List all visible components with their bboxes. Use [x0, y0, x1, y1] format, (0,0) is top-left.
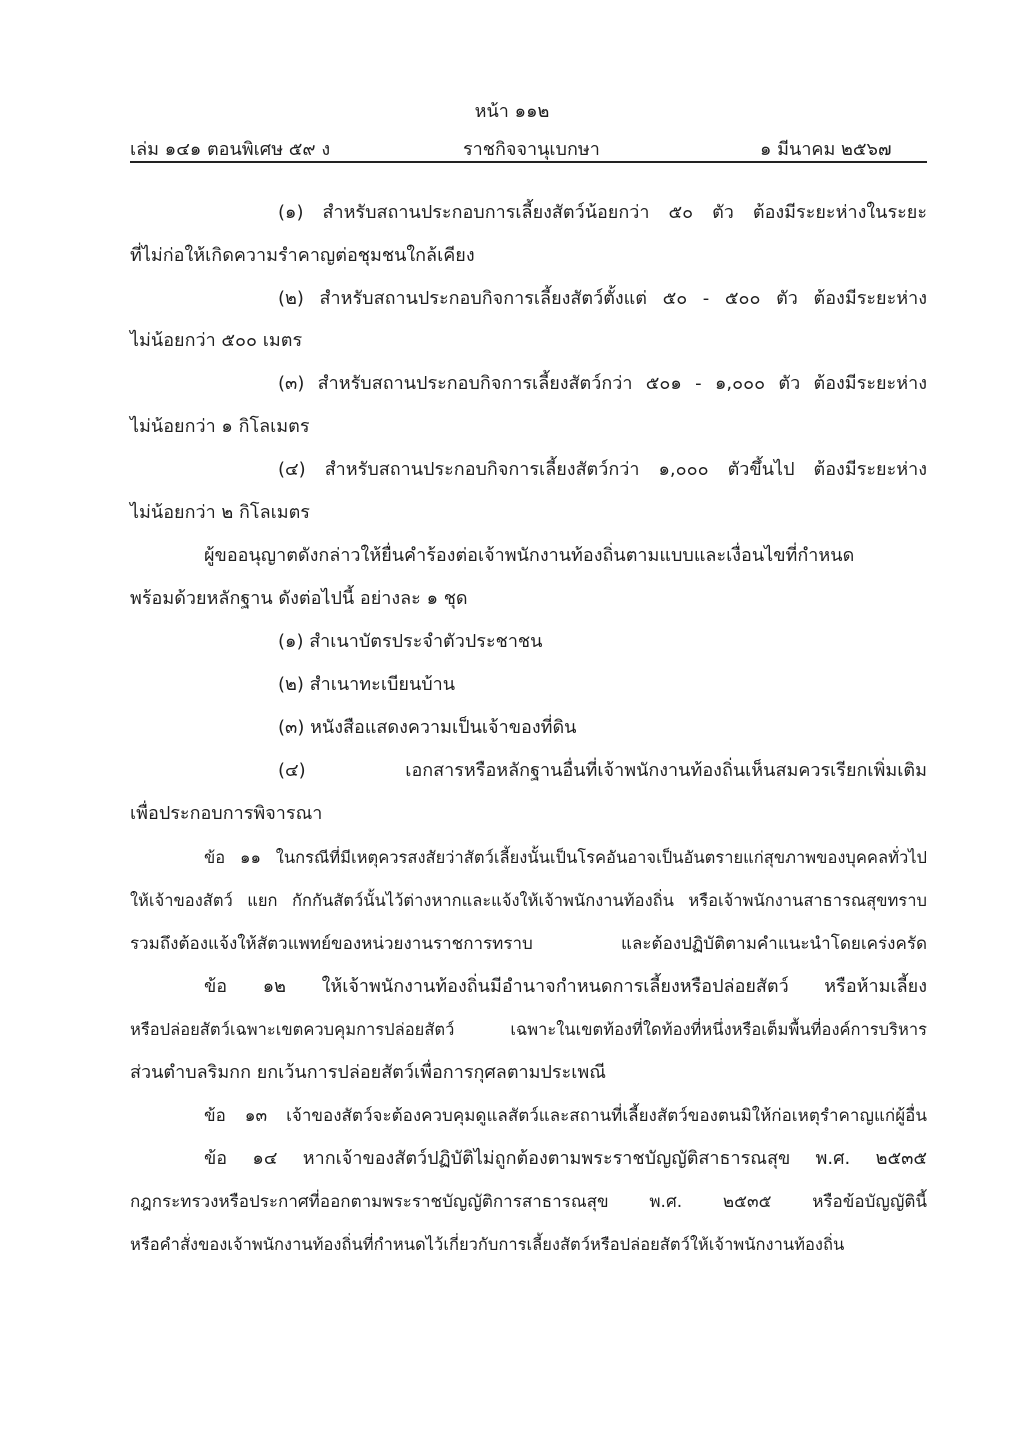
text-line: ไม่น้อยกว่า ๒ กิโลเมตร: [130, 502, 310, 523]
text-line: (๑) สำหรับสถานประกอบการเลี้ยงสัตว์น้อยกว่า ๕๐ ตัว ต้องมีระยะห่างในระยะ: [278, 202, 927, 223]
header-rule: [130, 161, 927, 163]
text-line: หรือคำสั่งของเจ้าพนักงานท้องถิ่นที่กำหนดไว้เกี่ยวกับการเลี้ยงสัตว์หรือปล่อยสัตว์ให้เจ้าพนักงานท้องถิ่น: [130, 1235, 845, 1254]
text-line: ผู้ขออนุญาตดังกล่าวให้ยื่นคำร้องต่อเจ้าพนักงานท้องถิ่นตามแบบและเงื่อนไขที่กำหนด: [204, 545, 855, 566]
text-line: (๓) สำหรับสถานประกอบกิจการเลี้ยงสัตว์กว่า ๕๐๑ - ๑,๐๐๐ ตัว ต้องมีระยะห่าง: [278, 373, 927, 394]
issue-date: ๑ มีนาคม ๒๕๖๗: [760, 139, 892, 160]
text-line: ข้อ ๑๒ ให้เจ้าพนักงานท้องถิ่นมีอำนาจกำหนดการเลี้ยงหรือปล่อยสัตว์ หรือห้ามเลี้ยง: [204, 976, 927, 997]
text-line: (๑) สำเนาบัตรประจำตัวประชาชน: [278, 631, 543, 652]
text-line: ข้อ ๑๔ หากเจ้าของสัตว์ปฏิบัติไม่ถูกต้องตามพระราชบัญญัติสาธารณสุข พ.ศ. ๒๕๓๕: [204, 1148, 927, 1169]
text-line: ข้อ ๑๓ เจ้าของสัตว์จะต้องควบคุมดูแลสัตว์และสถานที่เลี้ยงสัตว์ของตนมิให้ก่อเหตุรำคาญแก่ผู้อื่น: [204, 1106, 927, 1126]
text-line: เพื่อประกอบการพิจารณา: [130, 803, 323, 824]
text-line: กฎกระทรวงหรือประกาศที่ออกตามพระราชบัญญัติการสาธารณสุข พ.ศ. ๒๕๓๕ หรือข้อบัญญัตินี้: [130, 1192, 927, 1212]
text-line: ไม่น้อยกว่า ๑ กิโลเมตร: [130, 416, 310, 437]
text-line: (๔) สำหรับสถานประกอบกิจการเลี้ยงสัตว์กว่า ๑,๐๐๐ ตัวขึ้นไป ต้องมีระยะห่าง: [278, 459, 927, 480]
text-line: (๒) สำหรับสถานประกอบกิจการเลี้ยงสัตว์ตั้งแต่ ๕๐ - ๕๐๐ ตัว ต้องมีระยะห่าง: [278, 288, 927, 309]
text-line: (๓) หนังสือแสดงความเป็นเจ้าของที่ดิน: [278, 717, 577, 738]
text-line: หรือปล่อยสัตว์เฉพาะเขตควบคุมการปล่อยสัตว์ เฉพาะในเขตท้องที่ใดท้องที่หนึ่งหรือเต็มพื้นที่องค์การบริหาร: [130, 1020, 927, 1039]
text-line: พร้อมด้วยหลักฐาน ดังต่อไปนี้ อย่างละ ๑ ชุด: [130, 588, 468, 609]
text-line: (๔) เอกสารหรือหลักฐานอื่นที่เจ้าพนักงานท้องถิ่นเห็นสมควรเรียกเพิ่มเติม: [278, 760, 927, 781]
text-line: ที่ไม่ก่อให้เกิดความรำคาญต่อชุมชนใกล้เคียง: [130, 245, 475, 266]
text-line: ส่วนตำบลริมกก ยกเว้นการปล่อยสัตว์เพื่อการกุศลตามประเพณี: [130, 1062, 606, 1083]
text-line: ข้อ ๑๑ ในกรณีที่มีเหตุควรสงสัยว่าสัตว์เลี้ยงนั้นเป็นโรคอันอาจเป็นอันตรายแก่สุขภาพของบุคคลทั่วไป: [204, 848, 927, 867]
text-line: รวมถึงต้องแจ้งให้สัตวแพทย์ของหน่วยงานราชการทราบ และต้องปฏิบัติตามคำแนะนำโดยเคร่งครัด: [130, 934, 927, 954]
text-line: ให้เจ้าของสัตว์ แยก กักกันสัตว์นั้นไว้ต่างหากและแจ้งให้เจ้าพนักงานท้องถิ่น หรือเจ้าพนักงานสาธารณสุขทราบ: [130, 891, 927, 910]
page-number: หน้า ๑๑๒: [474, 101, 550, 122]
text-line: ไม่น้อยกว่า ๕๐๐ เมตร: [130, 330, 303, 351]
text-line: (๒) สำเนาทะเบียนบ้าน: [278, 674, 456, 695]
volume-info: เล่ม ๑๔๑ ตอนพิเศษ ๕๙ ง: [130, 139, 331, 160]
gazette-title: ราชกิจจานุเบกษา: [463, 139, 600, 160]
